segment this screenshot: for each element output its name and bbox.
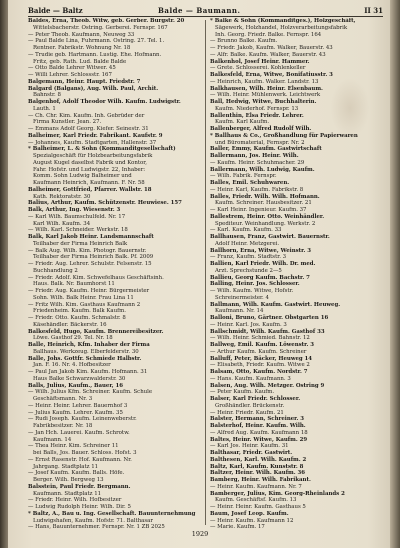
directory-entry-line: — Thea Heinr. Kim. Schreiner 11 xyxy=(28,443,119,450)
directory-entry-line: Firma Kunstler. Jean. 27. xyxy=(33,119,102,126)
directory-entry-line: — Ludwig Rudolph Heinr. Wilh. Dir. 5 xyxy=(28,504,131,510)
directory-entry-line: Balius, Arthur, Kaufm. Schützenstr. Heuwiese. 157 xyxy=(28,200,182,207)
directory-entry-line: Ballermann, Wilh. Ludwig, Kaufm. xyxy=(210,166,315,173)
directory-entry-line: — Johannes, Kaufm. Stadtgarten, Hallenstr. 37 xyxy=(28,139,157,146)
directory-entry-line: Inh. Georg. Friedr. Balke. Fernspr. 164 xyxy=(215,31,322,38)
column-divider xyxy=(205,20,206,525)
directory-entry-line: * Balheimer, L. & Sohn (Kommanditgesellschaft) xyxy=(28,146,176,153)
directory-entry-line: Baum, Josef Leop. Kaufm. xyxy=(210,510,289,517)
directory-entry-line: — Jan Hch. Lauerei. Kaufm. Schrotw. xyxy=(28,429,130,436)
directory-entry-line: Fabrikbesitzer. Nr. 18 xyxy=(33,423,93,429)
directory-entry-line: Kaufmann Heinrich, Kaufmann. F. Nr. 58 xyxy=(33,180,145,186)
directory-entry-line: Ballien, Karl Friedr. Wilh. Dr. med. xyxy=(210,261,316,267)
directory-entry-line: — Peter Kaufm. Kaufm. xyxy=(210,389,275,396)
header-middle: Balde — Baumann. xyxy=(158,6,241,15)
directory-entry-line: Bahnstr. 8 xyxy=(33,92,61,99)
directory-entry-line: — Heinr. Kaufm. Kaufmann. Nr. 7 xyxy=(210,483,302,490)
directory-entry-line: Lauth. 1 xyxy=(33,105,56,112)
directory-entry-line: Teilhaber der Firma Heinrich Balk xyxy=(33,240,128,247)
directory-entry-line: — Friedr. Aug. Lehrer. Schulstr. Felsenstr. 15 xyxy=(28,261,152,267)
directory-entry-line: Teilhaber der Firma Heinrich Balk. Pf. 2009 xyxy=(33,254,154,261)
directory-entry-line: — Wilh. Julius Kfm. Schreiner. Kaufm. Schule xyxy=(28,389,153,396)
directory-entry-line: Ballenberger, Alfred Rudolf Wilh. xyxy=(210,126,312,132)
page-number: 1929 xyxy=(191,530,209,538)
directory-entry-line: Balthesen, Karl. Wilh. Kaufm. 2 xyxy=(210,456,307,463)
directory-entry-line: * Ballhaus & Co., Großhandlung für Papierwaren xyxy=(210,132,358,139)
directory-entry-line: — Ernst Rasenstr. Hof. Kaufmann. Nr. xyxy=(28,456,132,463)
directory-entry-line: — Alfred Aug. Kaufm. Kaufmann 18 xyxy=(210,429,308,436)
header-right: II 31 xyxy=(364,6,383,15)
directory-entry-line: — Grete. Schlosserei. Kohlenkeller xyxy=(210,65,306,72)
directory-entry-line: Haus. Balk. Nr. Baumhorst 11 xyxy=(33,281,115,288)
directory-entry-line: — Franz, Kaufm. Stadtstr. 3 xyxy=(210,254,287,261)
directory-entry-line: Buchhandlung 2 xyxy=(33,267,78,274)
directory-entry-line: und Büromaterial, Fernspr. Nr. 2 xyxy=(215,139,305,146)
directory-entry-line: — Heinr. Karl, Kaufm. Fabrikstr. 8 xyxy=(210,186,304,193)
directory-entry-line: — Wilh. Heinr. Schmied. Bahnstr. 12 xyxy=(210,335,310,342)
directory-entry-line: — Otto Balde Lehrer Witwer. 45 xyxy=(28,65,116,72)
right-column xyxy=(210,18,384,531)
directory-entry-line: Spezialgeschäft für Holzbearbeitungsfabrik xyxy=(33,153,153,159)
directory-entry-line: Ballschmidt, Wilh. Kaufm. Gasthof 33 xyxy=(210,328,325,335)
directory-entry-line: Balkesfeld, Hugo, Kaufm. Brennereibesitzer. xyxy=(28,328,164,335)
header-left: Balde — Baltz xyxy=(28,6,83,15)
directory-entry-line: Sägewerk, Holzhandel, Holzverarbeitungsfabrik xyxy=(215,24,348,31)
directory-entry-line: — Wilh. Fabrik. Fernspr. xyxy=(210,173,277,180)
directory-entry-line: Ballhorn, Erna, Witwe, Weinstr. 3 xyxy=(210,247,311,254)
directory-entry-line: Löwe. Gasthof 29. Tel. Nr. 18 xyxy=(33,335,113,342)
directory-entry-line: Ballweg, Emil. Kaufm. Löwenstr. 3 xyxy=(210,342,315,348)
directory-entry-line: — Karl. Kaufm. Kaufm. 33 xyxy=(210,227,282,234)
directory-entry-line: Balthasar, Friedr. Gastwirt. xyxy=(210,450,293,456)
directory-entry-line: Balheimer, Karl Friedr. Fabrikant. Kaufstr. 9 xyxy=(28,132,163,139)
directory-entry-line: — Rudi Joseph. Kaufm. Leinenweberstr. xyxy=(28,416,137,423)
directory-entry-line: Ball, Hedwig, Witwe, Buchhalterin. xyxy=(210,99,317,105)
directory-entry-line: Balsstein, Paul Friedr. Bergmann. xyxy=(28,483,131,490)
directory-entry-line: — Balk Aug. Wilh. Kim. Photogr. Bauernstr. xyxy=(28,247,147,254)
left-column xyxy=(28,18,202,531)
directory-entry-line: Karl Wilh. Kaufm. 34 xyxy=(33,220,91,227)
directory-entry-line: — Elisabeth, Friedr. Kaufm. Witwe 2 xyxy=(210,362,310,369)
directory-entry-line: Käsehändler. Bäckerstr. 16 xyxy=(33,321,107,328)
directory-entry-line: Balls, Julius, Kaufm., Bauer, 16 xyxy=(28,382,124,389)
directory-entry-line: Arzt. Sprechstunde 2—5 xyxy=(215,267,282,274)
directory-entry-line: Balles, Emil. Schuhwaren. xyxy=(210,180,290,186)
directory-entry-line: bei Balls, Jos. Bauer. Schloss. Hofst. 3 xyxy=(33,450,137,456)
directory-entry-line: Baller, Emmy, Kaufm. Gastwirtschaft xyxy=(210,146,322,153)
directory-entry-line: — Heinr. Heinr. Lehrer. Bauernhof 3 xyxy=(28,402,128,409)
directory-entry-line: Baldes, Erna, Theob. Witw, geb. Gerber. Burgstr. 20 xyxy=(28,18,185,24)
directory-entry-line: Kath. Rektoratstr. 30 xyxy=(33,193,91,200)
directory-entry-line: Ballenthin, Elsa Friedr. Lehrer. xyxy=(210,112,304,119)
directory-entry-line: Balster, Hermann, Schreiner. 3 xyxy=(210,416,305,423)
page-footer xyxy=(0,530,400,538)
directory-entry-line: Kaufm. Schreiner. Hausbesitzer. 21 xyxy=(215,200,312,207)
directory-entry-line: Spediteur. Weinhandlung. Werkstr. 2 xyxy=(215,220,316,227)
directory-entry-line: Ballieu, Georg Kaufm. Bachstr. 7 xyxy=(210,274,310,281)
directory-entry-line: Haus Balke Schwarzwalderstr. 30 xyxy=(33,375,126,382)
directory-entry-line: Balles, Friedr. Wilh. Wilh. Hofmann. xyxy=(210,193,320,200)
directory-entry-line: Balser, Karl Friedr. Schlosser. xyxy=(210,396,301,402)
directory-entry-line: Balling, Heinr. Jos. Schlosser. xyxy=(210,281,300,288)
directory-entry-line: Adolf Heinr. Metzgerei. xyxy=(215,240,280,247)
directory-entry-line: Jan. F. 16. Nr. 4. Hofbesitzer xyxy=(33,362,111,369)
directory-entry-line: Sohn. Wilh. Balk Heinr. Frau Lina 11 xyxy=(33,294,134,301)
directory-entry-line: Fritz, geb. Rath. Lud. Balde Balde xyxy=(33,58,127,65)
directory-entry-line: Fahr. Hofstr. und Ludwigstr. 22, Inhaber: xyxy=(33,166,146,173)
directory-entry-line: Balk, Arthur, Ing. Wiesenstr. 3 xyxy=(28,207,121,213)
directory-entry-line: — Heinrich, Kaufm. Walker. Landstr. 13 xyxy=(210,78,319,85)
directory-entry-line: — Friedr. Jakob, Kaufm. Walker, Bauerstr. 43 xyxy=(210,45,333,51)
directory-entry-line: — Emmans Adolf Georg. Kiefer. Seinestr. 31 xyxy=(28,126,149,132)
directory-entry-line: — Karl Jos. Heinr. Kaufm. 31 xyxy=(210,443,289,450)
directory-entry-line: — Hans. Kaufm. Kaufmann. 3 xyxy=(210,375,291,382)
directory-entry-line: Friedenheim. Kaufm. Balk Kaufm. xyxy=(33,308,126,315)
directory-entry-line: — Wilh. Heinr. Mühlenwerk. Leichtwerk xyxy=(210,92,321,99)
directory-entry-line: Balkenhol, Josef Heinr. Hammer. xyxy=(210,58,310,65)
directory-entry-line: * Baltz, A., Bau u. Ing. Gesellschaft. Bauunternehmung xyxy=(28,510,196,517)
directory-entry-line: Baltes, Heinr. Witwe, Kaufm. 29 xyxy=(210,436,308,443)
directory-entry-line: Balluff, Peter, Bäcker, Heuweg 14 xyxy=(210,355,313,362)
directory-entry-line: — Kaufm. Heinr. Schuhmacher. 29 xyxy=(210,159,305,166)
directory-entry-line: Ballhausen, Franz, Gastwirt. Bauernstr. xyxy=(210,234,330,240)
directory-entry-line: Balk, Karl Jakob Heinr. Landsmannschaft xyxy=(28,234,154,240)
directory-entry-line: Ballermann, Jos. Heinr. Wilh. xyxy=(210,153,299,159)
directory-entry-line: — Marie. Kaufm. 17 xyxy=(210,524,265,531)
directory-entry-line: Komm. Sohn Ludwig Balheimer und xyxy=(33,173,132,180)
directory-entry-line: — Karl Heinr. Ingenieur. Kaufm. 37 xyxy=(210,207,307,213)
directory-entry-line: Kaufm. Niederhof. Fernspr. 13 xyxy=(215,105,299,112)
directory-entry-line: Ludwigshafen, Kaufm. Hofstr. 71. Balthasar xyxy=(33,517,153,524)
directory-entry-line: — Friedr. Adolf. Kim. Schwefelhaus Geschäftsinh. xyxy=(28,274,164,281)
directory-entry-line: — Karl Wilh. Baumschulfeld. Nr. 17 xyxy=(28,213,126,220)
directory-entry-line: Balgemann, Heinr. Haupt. Friedstr. 7 xyxy=(28,78,141,85)
directory-entry-line: Kaufmann. 14 xyxy=(33,436,72,443)
directory-entry-line: Jahrgang. Stadtplatz 11 xyxy=(33,463,99,470)
directory-entry-line: — Willi Lehrer. Schlossstr. 167 xyxy=(28,72,112,78)
directory-entry-line: Schreinermeister. 4 xyxy=(215,294,269,301)
directory-entry-line: — Friedr. Otto. Kaufm. Schmalstr. 8 xyxy=(28,315,126,321)
directory-entry-line: Kaufm. Geschäftsf. Kaufm. 13 xyxy=(215,497,297,504)
directory-entry-line: Kaufm. Karl Kaufm. xyxy=(215,119,270,126)
directory-entry-line: — Heinr. Kaufm. Kaufmann 12 xyxy=(210,517,294,524)
directory-entry-line: Ballestrem, Heinr. Otto. Weinhändler. xyxy=(210,213,325,220)
directory-entry-line: — Trudie geb. Hartmann. Lustig. Ehe. Hofmann. xyxy=(28,51,162,58)
directory-entry-line: — Wilh. Kaufm. Witwe, Hofstr. xyxy=(210,288,294,294)
directory-entry-line: — Peter Theob. Kaufmann, Neuweg 33 xyxy=(28,31,135,38)
directory-entry-line: Kaufmann. Stadtplatz 11 xyxy=(33,490,102,497)
directory-entry-line: — Fritz Wilh. Kim. Gasthaus Kaufmann 2 xyxy=(28,301,141,308)
directory-entry-line: Ballmann, Wilh. Kaufm. Gastwirt. Heuweg. xyxy=(210,301,341,308)
directory-entry-line: Balloni, Bruno, Gärtner. Obstgarten 16 xyxy=(210,315,329,321)
directory-entry-line: Balsen, Aug. Wilh. Metzger. Ostring 9 xyxy=(210,382,325,389)
directory-entry-line: Bamberg, Heinr. Wilh. Fabrikant. xyxy=(210,477,311,483)
directory-entry-line: — Heinr. Karl. Jos. Kaufm. 3 xyxy=(210,321,287,328)
directory-entry-line: — Hans, Bauunternehmer. Fernspr. Nr. 1 ZB 2025 xyxy=(28,524,165,531)
directory-entry-line: Kaufmann. Nr. 14 xyxy=(215,308,264,315)
header-rule xyxy=(28,16,383,17)
directory-entry-line: Balheimer, Gottfried, Pfarrer. Wallstr. 18 xyxy=(28,186,152,193)
directory-entry-line: — Heinr. Friedr. Kaufm. 21 xyxy=(210,409,284,416)
directory-entry-line: Balgenhof, Adolf Theodor Wilh. Kaufm. Ludwigstr. xyxy=(28,99,181,105)
directory-entry-line: Bamberger, Julius, Kim. Georg-Rheinlands 2 xyxy=(210,490,345,497)
directory-entry-line: Rentner. Fabrikstr. Wohnung Nr. 18 xyxy=(33,45,131,51)
directory-entry-line: Balkhausen, Wilh. Heinr. Elsenbaum. xyxy=(210,85,323,92)
directory-entry-line: — Friedr. Aug. Kaufm. Heinr. Bürgermeister xyxy=(28,288,150,294)
directory-entry-line: — Heinr. Heinr. Kaufm. Gasthaus 5 xyxy=(210,504,306,510)
directory-entry-line: — Paul Jan Jakob Kim. Kaufm. Hofmann. 31 xyxy=(28,369,148,375)
directory-entry-line: Balgard (Balgans), Aug. Wilh. Paul, Archit. xyxy=(28,85,159,92)
page-right-edge xyxy=(390,0,400,548)
directory-entry-line: * Balke & Sohn (Kommanditges.), Holzgeschäft, xyxy=(210,18,356,24)
page-left-edge xyxy=(0,0,8,548)
directory-entry-line: — Josef Kaufm. Kaufm. Balls. Höfe. xyxy=(28,470,125,477)
directory-entry-line: Baltz, Karl, Kaufm. Kunststr. 8 xyxy=(210,463,304,470)
directory-entry-line: — Wilh. Karl. Schneider. Werkstr. 18 xyxy=(28,227,128,234)
directory-entry-line: August Kugel daselbst Fabrik und Kontor, xyxy=(33,159,147,166)
directory-entry-line: Balle, Heinrich, Kfm. Inhaber der Firma xyxy=(28,342,150,348)
directory-entry-line: — Alfr. Balke. Kaufm. Walker, Bauerstr. 43 xyxy=(210,51,326,58)
directory-entry-line: — Julius Kaufm. Lehrer. Kaufm. 35 xyxy=(28,409,123,416)
directory-entry-line: — Paul Balde Lina, Fuhrmann. Ostring. 27. Tel. 1. xyxy=(28,38,165,45)
directory-entry-line: — Friedr. Heinr. Wilh. Hofbesitzer xyxy=(28,497,122,504)
directory-entry-line: Baltzer, Heinr. Wilh. Kaufm. 36 xyxy=(210,470,305,477)
directory-entry-line: — Brunno Balke. Kaufm. xyxy=(210,38,278,45)
directory-entry-line: Balle, Johs. Gottfr. Schmiede Halbstr. xyxy=(28,355,142,362)
directory-entry-line: Geschäftsmann. Nr. 3 xyxy=(33,396,93,402)
directory-entry-line: Berger. Wilh. Bergweg 13 xyxy=(33,477,104,483)
directory-entry-line: Großhändler. Brückenstr. xyxy=(215,402,285,409)
directory-entry-line: Balkesfeld, Erna, Witwe, Bonifatiusstr. 3 xyxy=(210,72,333,78)
directory-entry-line: Wittelsbacherstr. Ostring. Gerberei. Fernspr. 167 xyxy=(33,24,168,31)
directory-entry-line: — Arthur Kaufm. Kaufm. Schreiner xyxy=(210,348,307,355)
directory-entry-line: Balsam, Otto, Kaufm. Nordstr. 7 xyxy=(210,369,308,375)
directory-entry-line: Balsterhof, Heinr. Kaufm. Wilh. xyxy=(210,423,306,429)
directory-entry-line: — Ch. Chr. Kim. Kaufm. Inh. Gebrüder der xyxy=(28,112,145,119)
directory-entry-line: Ballhaus. Werkzeug. Elberfelderstr. 30 xyxy=(33,348,139,355)
